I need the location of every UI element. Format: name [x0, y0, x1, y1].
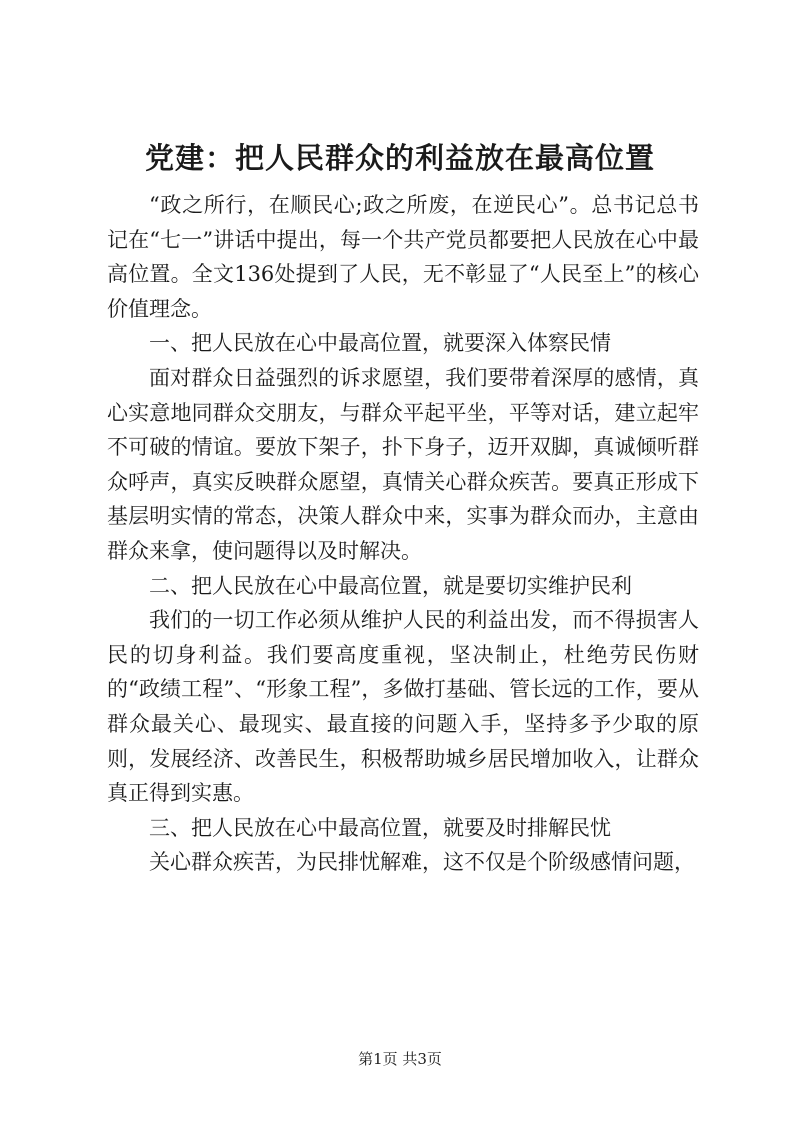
page-footer: 第1页 共3页	[358, 1050, 442, 1068]
section-paragraph-3: 关心群众疾苦，为民排忧解难，这不仅是个阶级感情问题，	[149, 850, 695, 875]
section-paragraph-2: 我们的一切工作必须从维护人民的利益出发，而不得损害人民的切身利益。我们要高度重视，坚决制止，杜绝劳民伤财的“政绩工程”、“形象工程”，多做打基础、管长远的工作，要从群众最关心、最现实、最直接的问题入手，坚持多予少取的原则，发展经济、改善民生，积极帮助城乡居民增加收入，让群众真正得到实惠。	[107, 608, 699, 806]
section-heading-3: 三、把人民放在心中最高位置，就要及时排解民忧	[149, 815, 611, 840]
intro-paragraph: “政之所行，在顺民心;政之所废，在逆民心”。总书记总书记在“七一”讲话中提出，每一个共产党员都要把人民放在心中最高位置。全文136处提到了人民，无不彰显了“人民至上”的核心价值理念。	[107, 193, 699, 321]
document-body	[107, 188, 699, 880]
section-paragraph-1: 面对群众日益强烈的诉求愿望，我们要带着深厚的感情，真心实意地同群众交朋友，与群众平起平坐，平等对话，建立起牢不可破的情谊。要放下架子，扑下身子，迈开双脚，真诚倾听群众呼声，真实反映群众愿望，真情关心群众疾苦。要真正形成下基层明实情的常态，决策人群众中来，实事为群众而办，主意由群众来拿，使问题得以及时解决。	[107, 365, 699, 563]
section-heading-2: 二、把人民放在心中最高位置，就是要切实维护民利	[149, 573, 632, 598]
section-heading-1: 一、把人民放在心中最高位置，就要深入体察民情	[149, 331, 611, 356]
document-title: 党建：把人民群众的利益放在最高位置	[144, 141, 655, 175]
